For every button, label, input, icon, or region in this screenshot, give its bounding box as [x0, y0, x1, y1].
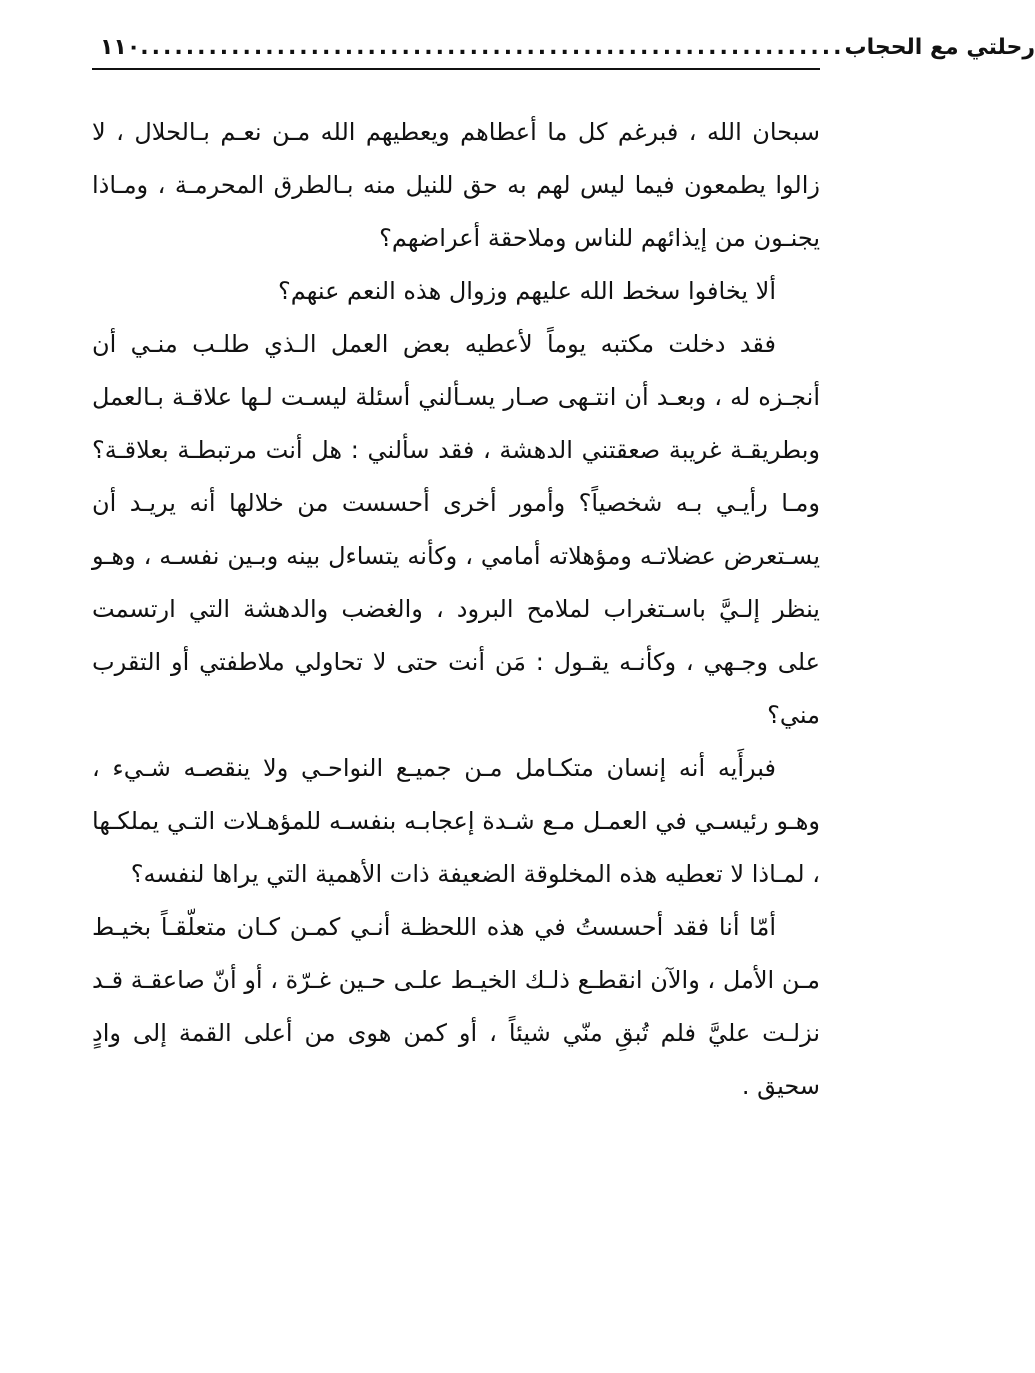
book-title: رحلتي مع الحجاب [844, 35, 1035, 60]
body-text [92, 106, 820, 1113]
paragraph: فبرأَيه أنه إنسان متكـامل مـن جميـع النواحـي ولا ينقصـه شـيء ، وهـو رئيسـي في العمـل مـع شـدة إعجابـه بنفسـه للمؤهـلات التـي يملكـها ، لمـاذا لا تعطيه هذه المخلوقة الضعيفة ذات الأهمية التي يراها لنفسه؟ [92, 754, 820, 888]
paragraph: فقد دخلت مكتبه يوماً لأعطيه بعض العمل الـذي طلـب منـي أن أنجـزه له ، وبعـد أن انتـهى صـار يسـألني أسئلة ليسـت لـها علاقـة بـالعمل وبطريقـة غريبة صعقتني الدهشة ، فقد سألني : هل أنت مرتبطـة بعلاقـة؟ ومـا رأيـي بـه شخصياً؟ وأمور أخرى أحسست من خلالها أنه يريـد أن يسـتعرض عضلاتـه ومؤهلاته أمامي ، وكأنه يتساءل بينه وبـين نفسـه ، وهـو ينظر إلـيَّ باسـتغراب لملامح البرود ، والغضب والدهشة التي ارتسمت على وجـهي ، وكأنـه يقـول : مَن أنت حتى لا تحاولي ملاطفتي أو التقرب مني؟ [92, 330, 820, 729]
running-header [92, 28, 1035, 70]
paragraph: سبحان الله ، فبرغم كل ما أعطاهم ويعطيهم الله مـن نعـم بـالحلال ، لا زالوا يطمعون فيما ليس لهم به حق للنيل منه بـالطرق المحرمـة ، ومـاذا يجنـون من إيذائهم للناس وملاحقة أعراضهم؟ [92, 118, 820, 252]
header-dot-leader: .............................................................. [140, 35, 845, 60]
page-number: ١١٠ [100, 35, 141, 60]
paragraph: أمّا أنا فقد أحسستُ في هذه اللحظـة أنـي كمـن كـان متعلّقـاً بخيـط مـن الأمل ، والآن انقطـع ذلـك الخيـط علـى حـين غـرّة ، أو أنّ صاعقـة قـد نزلـت عليَّ فلم تُبقِ منّي شيئاً ، أو كمن هوى من أعلى القمة إلى وادٍ سحيق . [92, 913, 820, 1100]
paragraph: ألا يخافوا سخط الله عليهم وزوال هذه النعم عنهم؟ [278, 277, 776, 305]
